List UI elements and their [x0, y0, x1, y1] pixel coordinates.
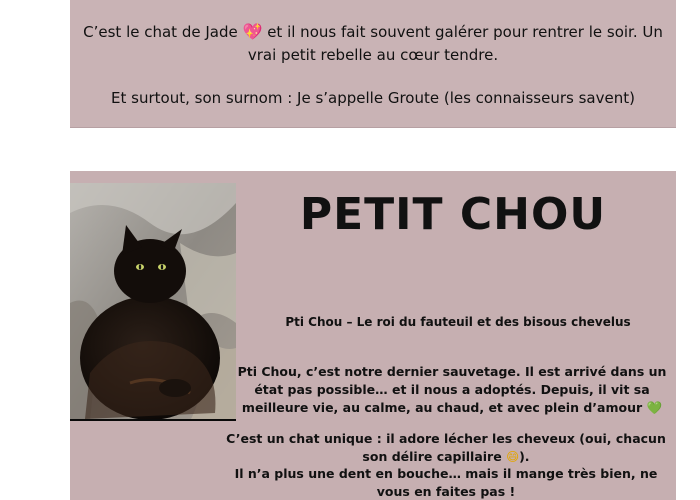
jade-cat-text-start: C’est le chat de Jade	[83, 23, 238, 41]
jade-cat-card	[70, 0, 676, 128]
hair-licking-text: C’est un chat unique : il adore lécher les cheveux (oui, chacun son délire capillaire	[226, 431, 666, 464]
jade-cat-description	[70, 20, 676, 67]
teeth-text: Il n’a plus une dent en bouche… mais il mange très bien, ne vous en faites pas !	[234, 466, 658, 499]
jade-cat-text-end: et il nous fait souvent galérer pour rentrer le soir. Un vrai petit rebelle au cœur tendre.	[247, 23, 663, 64]
black-cat-photo-illustration	[70, 183, 236, 421]
rescue-story-paragraph	[232, 363, 672, 417]
jade-cat-nickname: Et surtout, son surnom : Je s’appelle Groute (les connaisseurs savent)	[111, 89, 635, 107]
rescue-story-text: Pti Chou, c’est notre dernier sauvetage. Il est arrivé dans un état pas possible… et il nous a adoptés. Depuis, il vit sa meilleure vie, au calme, au chaud, et avec plein d’amour	[237, 364, 667, 415]
page-title: PETIT CHOU	[299, 189, 607, 240]
hair-licking-text-end: ).	[519, 448, 530, 464]
photo-bottom-band	[70, 419, 236, 421]
smile-icon: 😄	[506, 448, 520, 464]
cat-subtitle: Pti Chou – Le roi du fauteuil et des bisous chevelus	[285, 315, 631, 329]
personality-paragraph	[220, 430, 672, 500]
green-heart-icon: 💚	[646, 400, 663, 415]
cat-photo	[70, 183, 236, 421]
petit-chou-card	[70, 171, 676, 500]
sparkling-heart-icon: 💖	[242, 22, 263, 41]
